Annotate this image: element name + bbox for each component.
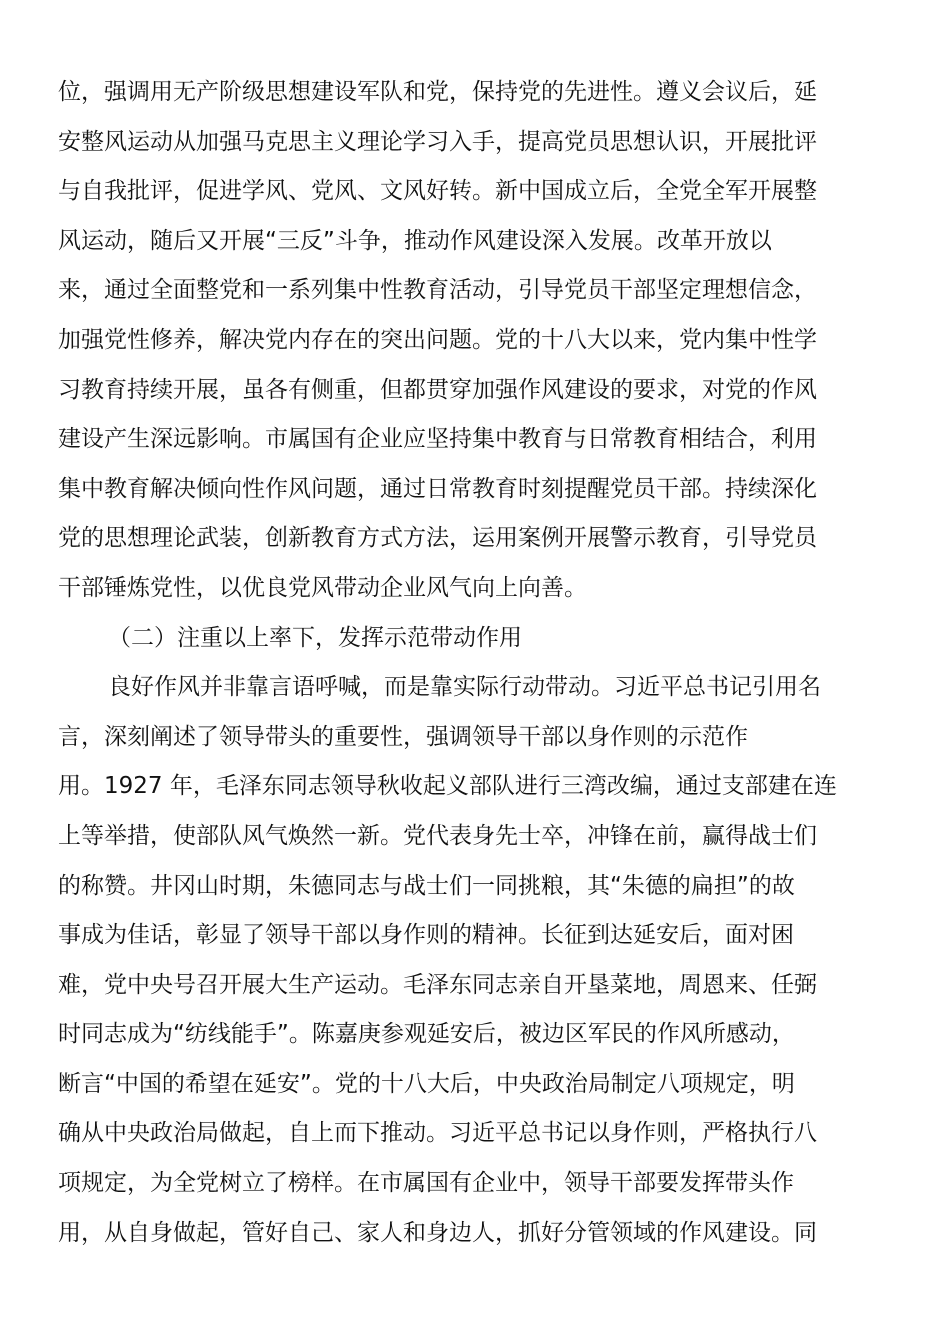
text-line: 用，从自身做起，管好自己、家人和身边人，抓好分管领域的作风建设。同 [58,1219,817,1246]
text-line: 与自我批评，促进学风、党风、文风好转。新中国成立后，全党全军开展整 [58,178,817,205]
text-line: 言，深刻阐述了领导带头的重要性，强调领导干部以身作则的示范作 [58,723,748,750]
text-line: 断言“中国的希望在延安”。党的十八大后，中央政治局制定八项规定，明 [58,1070,795,1097]
text-line: 习教育持续开展，虽各有侧重，但都贯穿加强作风建设的要求，对党的作风 [58,376,817,403]
text-line: 风运动，随后又开展“三反”斗争，推动作风建设深入发展。改革开放以 [58,227,772,254]
text-line: 安整风运动从加强马克思主义理论学习入手，提高党员思想认识，开展批评 [58,128,817,155]
text-line: 上等举措，使部队风气焕然一新。党代表身先士卒，冲锋在前，赢得战士们 [58,822,817,849]
text-line: 项规定，为全党树立了榜样。在市属国有企业中，领导干部要发挥带头作 [58,1170,794,1197]
text-line: 来，通过全面整党和一系列集中性教育活动，引导党员干部坚定理想信念， [58,277,817,304]
text-line: 时同志成为“纺线能手”。陈嘉庚参观延安后，被边区军民的作风所感动， [58,1021,795,1048]
text-line: 用。1927 年，毛泽东同志领导秋收起义部队进行三湾改编，通过支部建在连 [58,773,837,800]
text-line: 位，强调用无产阶级思想建设军队和党，保持党的先进性。遵义会议后，延 [58,79,817,105]
text-line: 集中教育解决倾向性作风问题，通过日常教育时刻提醒党员干部。持续深化 [58,475,817,502]
paragraph-start-line: 良好作风并非靠言语呼喊，而是靠实际行动带动。习近平总书记引用名 [108,674,821,701]
text-line: 干部锤炼党性，以优良党风带动企业风气向上向善。 [58,574,587,601]
section-heading: （二）注重以上率下，发挥示范带动作用 [108,624,522,651]
text-line: 加强党性修养，解决党内存在的突出问题。党的十八大以来，党内集中性学 [58,326,817,353]
text-line: 建设产生深远影响。市属国有企业应坚持集中教育与日常教育相结合，利用 [58,426,817,453]
body-text [58,68,898,1258]
text-line: 确从中央政治局做起，自上而下推动。习近平总书记以身作则，严格执行八 [58,1120,817,1147]
text-line: 党的思想理论武装，创新教育方式方法，运用案例开展警示教育，引导党员 [58,525,817,552]
text-line: 事成为佳话，彰显了领导干部以身作则的精神。长征到达延安后，面对困 [58,922,794,949]
text-line: 难，党中央号召开展大生产运动。毛泽东同志亲自开垦菜地，周恩来、任弼 [58,971,817,998]
text-line: 的称赞。井冈山时期，朱德同志与战士们一同挑粮，其“朱德的扁担”的故 [58,872,795,899]
